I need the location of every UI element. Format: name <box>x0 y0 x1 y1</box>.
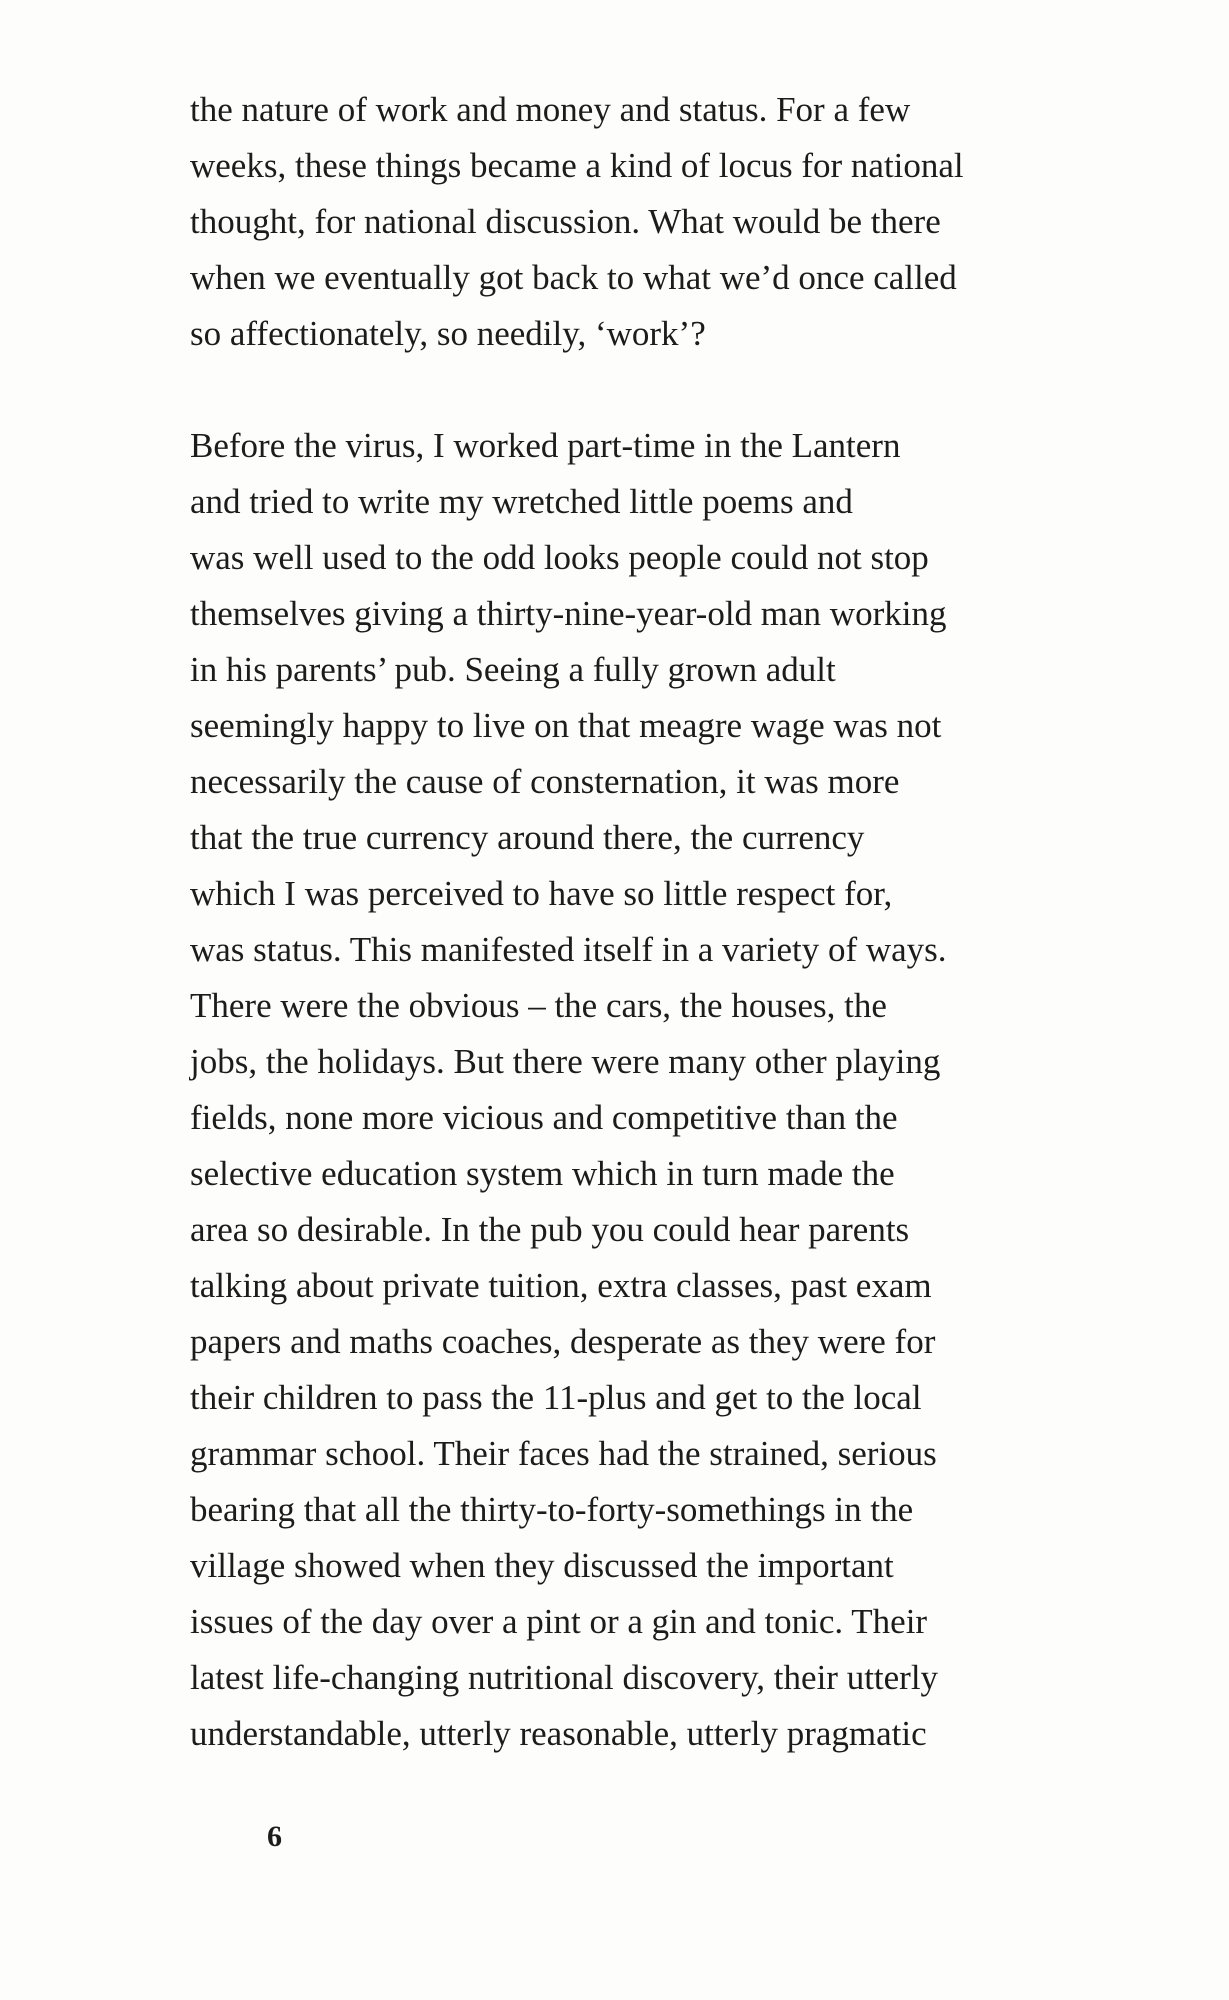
text-line: seemingly happy to live on that meagre wage was not <box>190 706 942 745</box>
text-line: bearing that all the thirty-to-forty-somethings in the <box>190 1490 914 1529</box>
text-line: papers and maths coaches, desperate as they were for <box>190 1322 936 1361</box>
text-line: themselves giving a thirty-nine-year-old man working <box>190 594 947 633</box>
text-line: Before the virus, I worked part-time in the Lantern <box>190 426 901 465</box>
text-line: the nature of work and money and status. For a few <box>190 90 911 129</box>
text-line: jobs, the holidays. But there were many other playing <box>190 1042 941 1081</box>
text-line: There were the obvious – the cars, the houses, the <box>190 986 887 1025</box>
text-line: in his parents’ pub. Seeing a fully grown adult <box>190 650 836 689</box>
text-line: talking about private tuition, extra classes, past exam <box>190 1266 932 1305</box>
text-line: when we eventually got back to what we’d once called <box>190 258 957 297</box>
text-line: their children to pass the 11-plus and get to the local <box>190 1378 922 1417</box>
page-number: 6 <box>267 1820 282 1853</box>
text-line: and tried to write my wretched little poems and <box>190 482 853 521</box>
text-line: village showed when they discussed the important <box>190 1546 894 1585</box>
text-line: necessarily the cause of consternation, it was more <box>190 762 900 801</box>
text-line: latest life-changing nutritional discovery, their utterly <box>190 1658 939 1697</box>
text-line: weeks, these things became a kind of locus for national <box>190 146 964 185</box>
text-line: issues of the day over a pint or a gin and tonic. Their <box>190 1602 928 1641</box>
text-line: area so desirable. In the pub you could hear parents <box>190 1210 910 1249</box>
paragraph-2 <box>190 418 1090 1762</box>
text-line: was status. This manifested itself in a variety of ways. <box>190 930 947 969</box>
text-line: which I was perceived to have so little respect for, <box>190 874 893 913</box>
paragraph-1 <box>190 82 1090 362</box>
text-line: selective education system which in turn made the <box>190 1154 895 1193</box>
text-line: was well used to the odd looks people could not stop <box>190 538 929 577</box>
text-line: understandable, utterly reasonable, utterly pragmatic <box>190 1714 927 1753</box>
text-line: thought, for national discussion. What would be there <box>190 202 941 241</box>
text-line: that the true currency around there, the currency <box>190 818 865 857</box>
text-line: so affectionately, so needily, ‘work’? <box>190 314 706 353</box>
text-line: fields, none more vicious and competitive than the <box>190 1098 898 1137</box>
text-line: grammar school. Their faces had the strained, serious <box>190 1434 937 1473</box>
